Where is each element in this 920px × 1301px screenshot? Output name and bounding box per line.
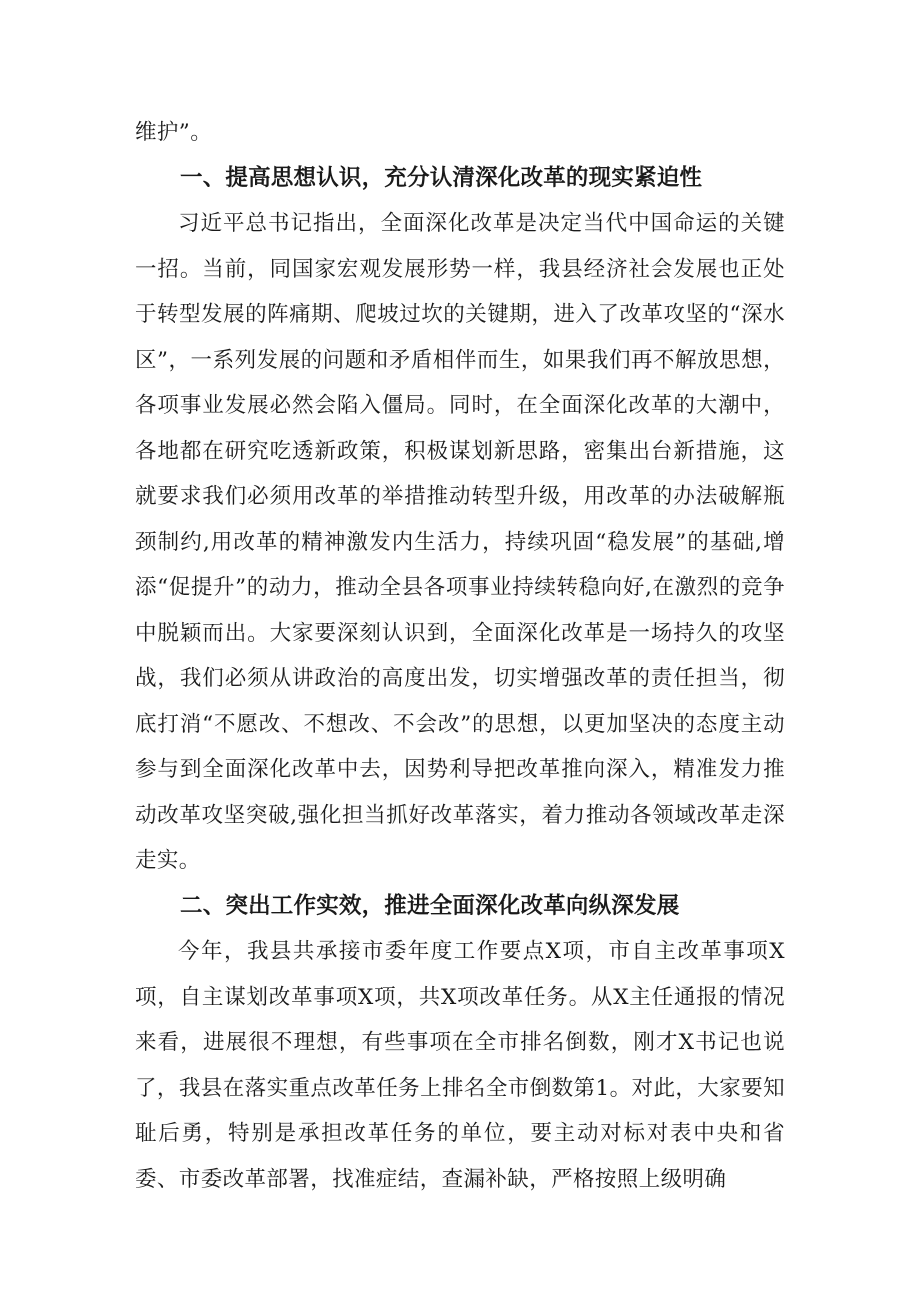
lead-fragment: 维护”。 bbox=[135, 120, 213, 145]
document-body bbox=[135, 110, 785, 1202]
section-2-paragraph: 今年，我县共承接市委年度工作要点X项，市自主改革事项X项，自主谋划改革事项X项，共X项改革任务。从X主任通报的情况来看，进展很不理想，有些事项在全市排名倒数，刚才X书记也说了，我县在落实重点改革任务上排名全市倒数第1。对此，大家要知耻后勇，特别是承担改革任务的单位，要主动对标对表中央和省委、市委改革部署，找准症结，查漏补缺，严格按照上级明确 bbox=[135, 939, 785, 1192]
section-1-heading: 一、提高思想认识，充分认清深化改革的现实紧迫性 bbox=[180, 164, 703, 191]
section-2-heading: 二、突出工作实效，推进全面深化改革向纵深发展 bbox=[180, 892, 680, 919]
section-1-paragraph: 习近平总书记指出，全面深化改革是决定当代中国命运的关键一招。当前，同国家宏观发展形势一样，我县经济社会发展也正处于转型发展的阵痛期、爬坡过坎的关键期，进入了改革攻坚的“深水区”，一系列发展的问题和矛盾相伴而生，如果我们再不解放思想，各项事业发展必然会陷入僵局。同时，在全面深化改革的大潮中，各地都在研究吃透新政策，积极谋划新思路，密集出台新措施，这就要求我们必须用改革的举措推动转型升级，用改革的办法破解瓶颈制约,用改革的精神激发内生活力，持续巩固“稳发展”的基础,增添“促提升”的动力，推动全县各项事业持续转稳向好,在激烈的竞争中脱颖而出。大家要深刻认识到，全面深化改革是一场持久的攻坚战，我们必须从讲政治的高度出发，切实增强改革的责任担当，彻底打消“不愿改、不想改、不会改”的思想，以更加坚决的态度主动参与到全面深化改革中去，因势利导把改革推向深入，精准发力推动改革攻坚突破,强化担当抓好改革落实，着力推动各领域改革走深走实。 bbox=[135, 211, 785, 873]
